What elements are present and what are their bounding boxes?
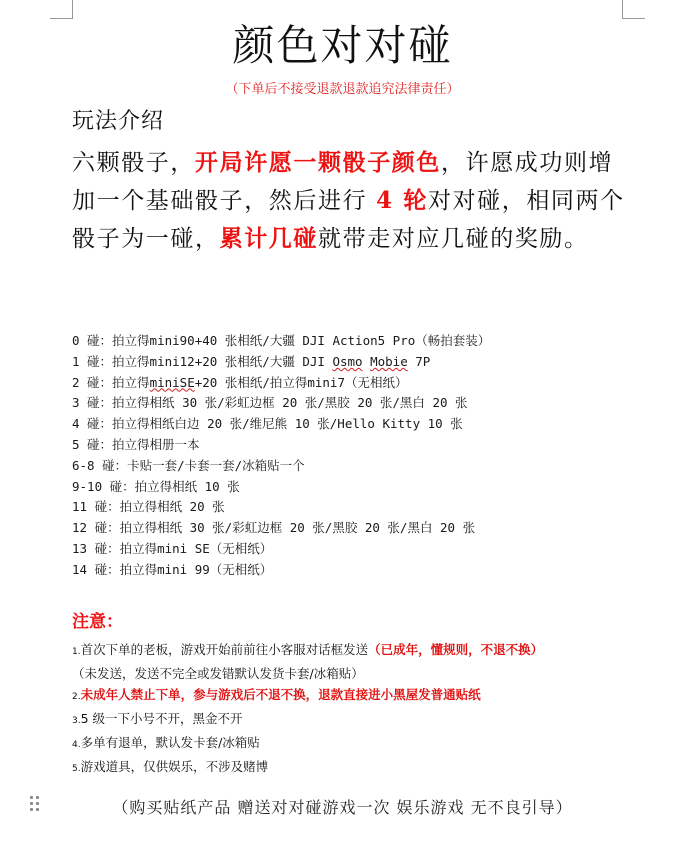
- notice-item: [72, 732, 662, 756]
- reward-item: 12 碰：拍立得相纸 30 张/彩虹边框 20 张/黑胶 20 张/黑白 20 张: [72, 520, 476, 536]
- notice-text: 游戏道具，仅供娱乐，不涉及赌博: [80, 759, 269, 774]
- reward-item: 5 碰：拍立得相册一本: [72, 436, 200, 452]
- notice-warning-text: 未成年人禁止下单，参与游戏后不退不换，退款直接进小黑屋发普通贴纸: [80, 687, 481, 702]
- notice-text: 首次下单的老板，游戏开始前前往小客服对话框发送: [80, 642, 369, 657]
- intro-text: 就带走对应几碰的奖励。: [318, 226, 589, 252]
- reward-item: 4 碰：拍立得相纸白边 20 张/维尼熊 10 张/Hello Kitty 10 张: [72, 416, 463, 432]
- notice-text: （未发送，发送不完全或发错默认发货卡套/冰箱贴）: [72, 666, 364, 681]
- reward-list: [72, 331, 652, 581]
- reward-item: 6-8 碰：卡贴一套/卡套一套/冰箱贴一个: [72, 457, 305, 473]
- notice-text: 多单有退单，默认发卡套/冰箱贴: [80, 735, 260, 750]
- page-title: 颜色对对碰: [232, 21, 453, 70]
- notice-item: [72, 756, 662, 780]
- notice-item: [72, 684, 662, 708]
- notice-item: [72, 639, 662, 663]
- notice-item-number: 2.: [72, 692, 81, 702]
- reward-item: 11 碰：拍立得相纸 20 张: [72, 499, 225, 515]
- refund-disclaimer: （下单后不接受退款退款追究法律责任）: [225, 82, 460, 97]
- reward-item: 0 碰：拍立得mini90+40 张相纸/大疆 DJI Action5 Pro（畅拍套装）: [72, 333, 491, 348]
- notice-item-number: 4.: [72, 740, 81, 750]
- intro-highlight: 4 轮: [376, 187, 428, 214]
- notice-item: [72, 663, 662, 684]
- intro-text: 对对碰，相同两个骰子为一碰，: [72, 188, 625, 252]
- notice-item-number: 3.: [72, 716, 81, 726]
- rules-intro-paragraph: [72, 144, 632, 258]
- reward-item: 2 碰：拍立得miniSE+20 张相纸/拍立得mini7（无相纸）: [72, 374, 408, 390]
- rules-heading: 玩法介绍: [72, 109, 165, 134]
- intro-text: ，许愿成功则增加一个基础骰子，然后进行: [72, 150, 614, 214]
- notice-item-number: 1.: [72, 647, 81, 657]
- notice-item-number: 5.: [72, 764, 81, 774]
- reward-item: 3 碰：拍立得相纸 30 张/彩虹边框 20 张/黑胶 20 张/黑白 20 张: [72, 395, 468, 411]
- reward-item: 1 碰：拍立得mini12+20 张相纸/大疆 DJI Osmo Mobie 7P: [72, 353, 431, 369]
- footer-note: （购买贴纸产品 赠送对对碰游戏一次 娱乐游戏 无不良引导）: [112, 798, 573, 817]
- page-corner-mark-right: [622, 0, 645, 19]
- intro-highlight: 开局许愿一颗骰子颜色: [195, 149, 441, 176]
- notice-heading: 注意：: [72, 612, 123, 632]
- page-corner-mark-left: [50, 0, 73, 19]
- reward-item: 9-10 碰：拍立得相纸 10 张: [72, 478, 240, 494]
- notice-text: 5 级一下小号不开，黑金不开: [80, 711, 243, 726]
- notice-warning-text: （已成年，懂规则，不退不换）: [368, 642, 544, 657]
- reward-item: 14 碰：拍立得mini 99（无相纸）: [72, 561, 273, 577]
- intro-highlight: 累计几碰: [219, 225, 319, 252]
- intro-text: 六颗骰子，: [72, 150, 195, 176]
- notice-list: [72, 639, 662, 780]
- notice-item: [72, 708, 662, 732]
- reward-item: 13 碰：拍立得mini SE（无相纸）: [72, 540, 273, 556]
